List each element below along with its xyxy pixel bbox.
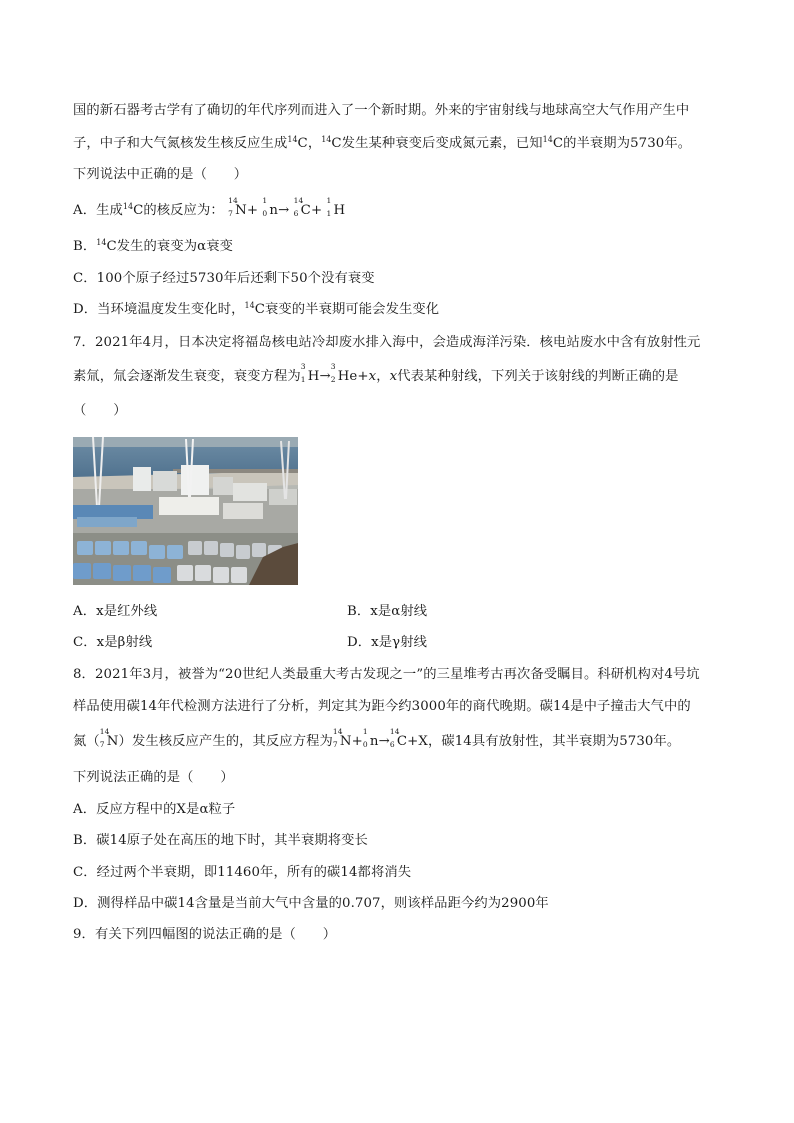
option-a[interactable] (73, 196, 346, 221)
option-text: D．当环境温度发生变化时， (73, 302, 245, 317)
reaction-arrow: → (319, 369, 331, 384)
question-text: 素氚，氚会逐渐发生衰变，衰变方程为 (73, 369, 301, 384)
intro-text: C， (297, 136, 322, 151)
nuclear-plant-image (73, 437, 298, 585)
mass-number: 14 (321, 135, 332, 144)
question-8-line-3 (73, 727, 681, 751)
nuclide-n14: 14 7 N (99, 727, 119, 749)
plus-sign: + (407, 734, 419, 749)
plus-sign: + (246, 203, 259, 218)
nuclide-n14: 14 7 N (228, 196, 247, 218)
option-b[interactable] (73, 238, 233, 257)
reaction-arrow: → (278, 203, 290, 218)
question-prompt: 下列说法中正确的是（ ） (73, 167, 248, 182)
nuclear-plant-photo (73, 437, 298, 585)
mass-number: 14 (287, 135, 298, 144)
q8-option-a[interactable]: A．反应方程中的X是α粒子 (73, 802, 236, 817)
question-text: ）发生核反应产生的，其反应方程为 (118, 734, 333, 749)
nuclide-h1: 1 1 H (326, 196, 346, 218)
question-7-line-3: （ ） (73, 403, 127, 418)
q8-option-d[interactable]: D．测得样品中碳14含量是当前大气中含量的0.707，则该样品距今约为2900年 (73, 896, 549, 911)
mass-number: 14 (96, 238, 107, 247)
question-text: ， (376, 369, 390, 384)
plus-sign: + (351, 734, 363, 749)
nuclide-he3: 3 2 He (330, 362, 358, 384)
variable-x: x (389, 369, 398, 384)
q7-option-d[interactable]: D．x是γ射线 (347, 635, 427, 650)
option-text: A．生成 (73, 203, 123, 218)
nuclide-n14: 14 7 N (332, 727, 352, 749)
mass-number: 14 (122, 202, 134, 211)
reaction-arrow: → (378, 734, 390, 749)
nuclide-neutron: 1 0 n (262, 196, 279, 218)
plus-sign: + (310, 203, 323, 218)
intro-text: 子，中子和大气氮核发生核反应生成 (73, 136, 288, 151)
q7-option-b[interactable]: B．x是α射线 (347, 604, 428, 619)
mass-number: 14 (244, 301, 255, 310)
intro-text: C的半衰期为5730年。 (552, 136, 692, 151)
variable-x: X (418, 734, 428, 749)
intro-line-2 (73, 135, 691, 154)
plus-sign: + (357, 369, 369, 384)
option-text: B． (73, 239, 97, 254)
variable-x: x (368, 369, 377, 384)
question-text: 氮（ (73, 734, 100, 749)
option-c[interactable]: C．100个原子经过5730年后还剩下50个没有衰变 (73, 271, 375, 286)
question-7-line-2 (73, 362, 679, 386)
option-d[interactable] (73, 301, 439, 320)
q8-option-c[interactable]: C．经过两个半衰期，即11460年，所有的碳14都将消失 (73, 865, 412, 880)
nuclide-neutron: 1 0 n (362, 727, 379, 749)
question-text: 代表某种射线，下列关于该射线的判断正确的是 (397, 369, 679, 384)
intro-text: C发生某种衰变后变成氮元素，已知 (331, 136, 543, 151)
question-8-prompt: 下列说法正确的是（ ） (73, 770, 234, 785)
q7-option-c[interactable]: C．x是β射线 (73, 635, 153, 650)
question-7-line-1: 7．2021年4月，日本决定将福岛核电站冷却废水排入海中，会造成海洋污染．核电站废水中含有放射性元 (73, 335, 701, 350)
nuclide-c14: 14 6 C (293, 196, 311, 218)
option-text: C衰变的半衰期可能会发生变化 (254, 302, 440, 317)
intro-line-1: 国的新石器考古学有了确切的年代序列而进入了一个新时期。外来的宇宙射线与地球高空大气作用产生中 (73, 103, 690, 118)
question-8-line-2: 样品使用碳14年代检测方法进行了分析，判定其为距今约3000年的商代晚期。碳14是中子撞击大气中的 (73, 699, 691, 714)
nuclide-c14: 14 6 C (389, 727, 408, 749)
q8-option-b[interactable]: B．碳14原子处在高压的地下时，其半衰期将变长 (73, 833, 368, 848)
q7-option-a[interactable]: A．x是红外线 (73, 604, 158, 619)
question-9-line-1: 9．有关下列四幅图的说法正确的是（ ） (73, 927, 337, 942)
question-8-line-1: 8．2021年3月，被誉为“20世纪人类最重大考古发现之一”的三星堆考古再次备受瞩目。科研机构对4号坑 (73, 667, 700, 682)
option-text: C发生的衰变为α衰变 (106, 239, 233, 254)
question-text: ，碳14具有放射性，其半衰期为5730年。 (427, 734, 681, 749)
mass-number: 14 (542, 135, 553, 144)
option-text: C的核反应为： (133, 203, 224, 218)
nuclide-tritium: 3 1 H (300, 362, 320, 384)
